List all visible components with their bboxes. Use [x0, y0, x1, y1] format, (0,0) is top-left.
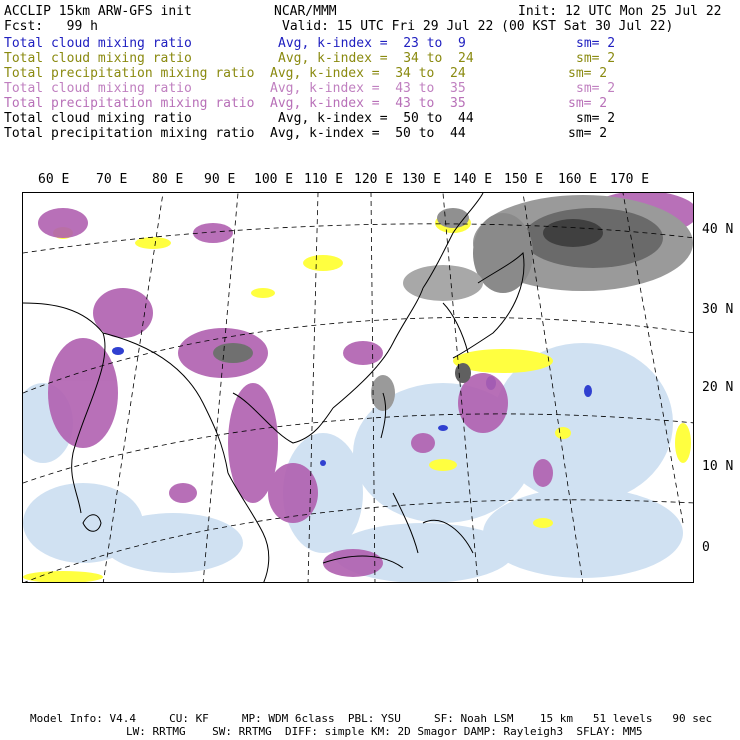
- field-avg: Avg, k-index = 43 to 35: [270, 81, 466, 96]
- lat-label: 20 N: [702, 380, 734, 395]
- lat-label: 10 N: [702, 459, 734, 474]
- lat-label: 30 N: [702, 302, 734, 317]
- field-name: Total cloud mixing ratio: [4, 51, 192, 66]
- lon-label: 60 E: [38, 172, 70, 187]
- low-cloud-field: [23, 343, 683, 583]
- field-sm: sm= 2: [576, 81, 616, 96]
- lon-label: 170 E: [610, 172, 650, 187]
- lon-label: 130 E: [402, 172, 442, 187]
- lon-label: 70 E: [96, 172, 128, 187]
- model-info-line1: Model Info: V4.4 CU: KF MP: WDM 6class PBL: YSU SF: Noah LSM 15 km 51 levels 90 sec: [30, 712, 713, 725]
- field-avg: Avg, k-index = 23 to 9: [278, 36, 466, 51]
- field-sm: sm= 2: [576, 36, 616, 51]
- lon-label: 100 E: [254, 172, 294, 187]
- field-name: Total precipitation mixing ratio: [4, 66, 255, 81]
- field-name: Total cloud mixing ratio: [4, 81, 192, 96]
- field-name: Total precipitation mixing ratio: [4, 96, 255, 111]
- map-canvas: [23, 193, 694, 583]
- field-sm: sm= 2: [576, 111, 616, 126]
- valid-time: Valid: 15 UTC Fri 29 Jul 22 (00 KST Sat 30 Jul 22): [282, 19, 674, 34]
- lon-label: 160 E: [558, 172, 598, 187]
- lon-label: 140 E: [453, 172, 493, 187]
- field-sm: sm= 2: [568, 66, 608, 81]
- lon-label: 80 E: [152, 172, 184, 187]
- field-avg: Avg, k-index = 50 to 44: [278, 111, 474, 126]
- lat-label: 0: [702, 540, 710, 555]
- forecast-map: [22, 192, 694, 583]
- field-avg: Avg, k-index = 34 to 24: [270, 66, 466, 81]
- init-time: Init: 12 UTC Mon 25 Jul 22: [518, 4, 722, 19]
- forecast-hour: Fcst: 99 h: [4, 19, 98, 34]
- model-info-line2: LW: RRTMG SW: RRTMG DIFF: simple KM: 2D Smagor DAMP: Rayleigh3 SFLAY: MM5: [126, 725, 643, 738]
- institution-label: NCAR/MMM: [274, 4, 337, 19]
- field-name: Total cloud mixing ratio: [4, 111, 192, 126]
- field-avg: Avg, k-index = 43 to 35: [270, 96, 466, 111]
- field-sm: sm= 2: [568, 96, 608, 111]
- lon-label: 120 E: [354, 172, 394, 187]
- field-avg: Avg, k-index = 34 to 24: [278, 51, 474, 66]
- field-sm: sm= 2: [568, 126, 608, 141]
- lon-label: 90 E: [204, 172, 236, 187]
- field-sm: sm= 2: [576, 51, 616, 66]
- lon-label: 110 E: [304, 172, 344, 187]
- field-name: Total cloud mixing ratio: [4, 36, 192, 51]
- lon-label: 150 E: [504, 172, 544, 187]
- field-name: Total precipitation mixing ratio: [4, 126, 255, 141]
- lat-label: 40 N: [702, 222, 734, 237]
- map-title: ACCLIP 15km ARW-GFS init: [4, 4, 192, 19]
- field-avg: Avg, k-index = 50 to 44: [270, 126, 466, 141]
